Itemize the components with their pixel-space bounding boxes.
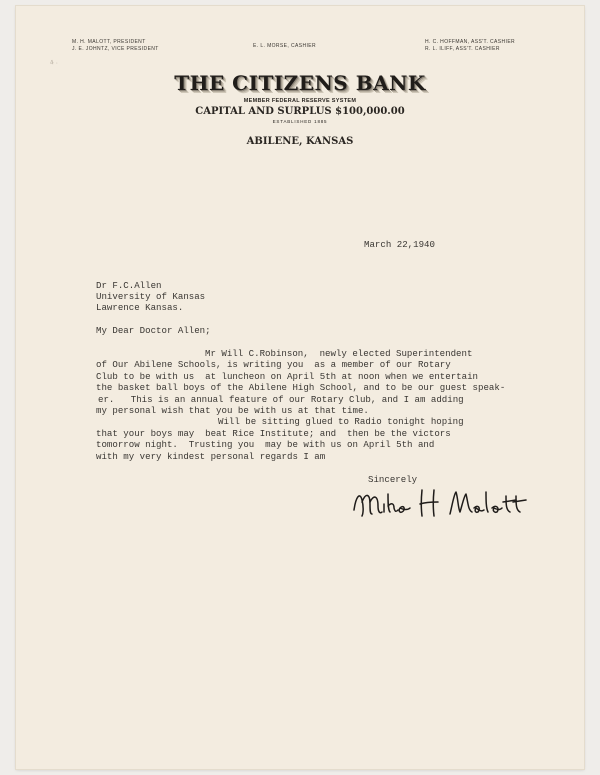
pencil-mark: 4 .	[49, 58, 59, 67]
city-line: ABILENE, KANSAS	[246, 136, 354, 147]
body-line: with my very kindest personal regards I am	[96, 451, 326, 462]
body-line: tomorrow night. Trusting you may be with us on April 5th and	[96, 439, 435, 450]
officer-asst-cashier-2: R. L. ILIFF, ASS'T. CASHIER	[425, 46, 500, 52]
salutation: My Dear Doctor Allen;	[96, 325, 211, 336]
body-line: Club to be with us at luncheon on April 5th at noon when we entertain	[96, 371, 478, 382]
officer-president: M. H. MALOTT, PRESIDENT	[72, 39, 146, 45]
recipient-line: Dr F.C.Allen	[96, 280, 162, 291]
letter-date: March 22,1940	[364, 239, 435, 250]
established-line: ESTABLISHED 1885	[272, 119, 328, 124]
body-line: of Our Abilene Schools, is writing you as a member of our Rotary	[96, 359, 451, 370]
closing: Sincerely	[368, 474, 418, 485]
member-line: MEMBER FEDERAL RESERVE SYSTEM	[243, 98, 357, 104]
officer-cashier: E. L. MORSE, CASHIER	[253, 43, 317, 49]
body-line: the basket ball boys of the Abilene High School, and to be our guest speak-	[96, 382, 506, 393]
officer-asst-cashier-1: H. C. HOFFMAN, ASS'T. CASHIER	[425, 39, 516, 45]
signature	[348, 478, 548, 528]
body-line: er. This is an annual feature of our Rotary Club, and I am adding	[98, 394, 464, 405]
recipient-line: University of Kansas	[96, 291, 206, 302]
body-line: Mr Will C.Robinson, newly elected Superintendent	[205, 348, 473, 359]
recipient-line: Lawrence Kansas.	[96, 302, 184, 313]
capital-line: CAPITAL AND SURPLUS $100,000.00	[195, 106, 405, 117]
body-line: my personal wish that you be with us at that time.	[96, 405, 369, 416]
body-line: Will be sitting glued to Radio tonight hoping	[218, 416, 464, 427]
body-line: that your boys may beat Rice Institute; and then be the victors	[96, 428, 451, 439]
officer-vice-president: J. E. JOHNTZ, VICE PRESIDENT	[72, 46, 159, 52]
bank-name-logo: THE CITIZENS BANK	[174, 71, 426, 95]
